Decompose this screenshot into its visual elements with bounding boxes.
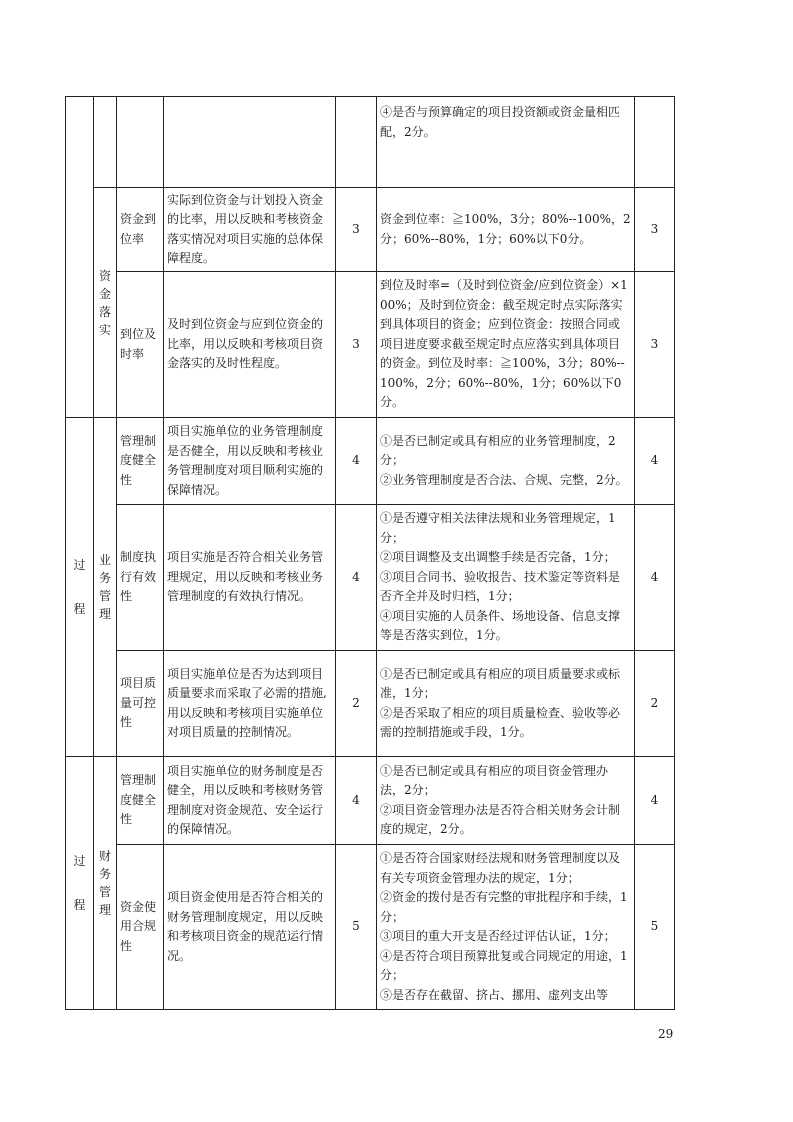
table-row	[66, 845, 675, 1010]
indicator-cell: 制度执行有效性	[117, 505, 164, 651]
description-cell: 实际到位资金与计划投入资金的比率，用以反映和考核资金落实情况对项目实施的总体保障程度。	[164, 188, 336, 272]
weight-cell: 4	[336, 418, 377, 505]
indicator-cell: 管理制度健全性	[117, 418, 164, 505]
description-cell: 项目实施单位是否为达到项目质量要求而采取了必需的措施,用以反映和考核项目实施单位对项目质量的控制情况。	[164, 651, 336, 757]
subcategory-cell-business	[94, 418, 117, 757]
subcategory-label: 资金落实	[98, 268, 111, 337]
weight-cell: 3	[336, 272, 377, 418]
weight-cell: 3	[336, 188, 377, 272]
indicator-cell: 到位及时率	[117, 272, 164, 418]
subcategory-cell-finance	[94, 757, 117, 1010]
standard-cell: ①是否已制定或具有相应的项目质量要求或标准，1分； ②是否采取了相应的项目质量检查、验收等必需的控制措施或手段，1分。	[377, 651, 635, 757]
standard-cell: 到位及时率=（及时到位资金/应到位资金）×100%；及时到位资金：截至规定时点实际落实到具体项目的资金；应到位资金：按照合同或项目进度要求截至规定时点应落实到具体项目的资金。到位及时率：≧100%，3分；80%--100%，2分；60%--80%，1分；60%以下0分。	[377, 272, 635, 418]
standard-cell: ①是否已制定或具有相应的项目资金管理办法，2分； ②项目资金管理办法是否符合相关财务会计制度的规定，2分。	[377, 757, 635, 845]
weight-cell: 2	[336, 651, 377, 757]
standard-cell: ①是否符合国家财经法规和财务管理制度以及有关专项资金管理办法的规定，1分； ②资金的拨付是否有完整的审批程序和手续，1分； ③项目的重大开支是否经过评估认证，1分； ④是否符合项目预算批复或合同规定的用途，1分； ⑤是否存在截留、挤占、挪用、虚列支出等	[377, 845, 635, 1010]
table-row	[66, 418, 675, 505]
category-label: 过程	[73, 558, 86, 616]
subcategory-cell	[94, 97, 117, 188]
indicator-cell	[117, 97, 164, 188]
table-row	[66, 505, 675, 651]
table-row	[66, 651, 675, 757]
description-cell	[164, 97, 336, 188]
weight-cell: 4	[336, 505, 377, 651]
description-cell: 项目实施是否符合相关业务管理规定，用以反映和考核业务管理制度的有效执行情况。	[164, 505, 336, 651]
score-cell: 5	[635, 845, 675, 1010]
score-cell: 4	[635, 757, 675, 845]
table-row	[66, 97, 675, 188]
standard-cell: 资金到位率：≧100%，3分；80%--100%，2分；60%--80%，1分；60%以下0分。	[377, 188, 635, 272]
weight-cell: 5	[336, 845, 377, 1010]
score-cell: 2	[635, 651, 675, 757]
subcategory-label: 业务管理	[98, 553, 111, 621]
table-row	[66, 272, 675, 418]
subcategory-label: 财务管理	[98, 849, 111, 917]
score-cell	[635, 97, 675, 188]
standard-cell: ④是否与预算确定的项目投资额或资金量相匹配，2分。	[377, 97, 635, 188]
category-cell	[66, 97, 94, 418]
score-cell: 4	[635, 505, 675, 651]
score-cell: 3	[635, 272, 675, 418]
indicator-cell: 资金到位率	[117, 188, 164, 272]
description-cell: 项目实施单位的业务管理制度是否健全，用以反映和考核业务管理制度对项目顺利实施的保障情况。	[164, 418, 336, 505]
page-number: 29	[658, 1027, 674, 1041]
weight-cell	[336, 97, 377, 188]
category-label: 过程	[73, 854, 86, 912]
category-cell-process	[66, 418, 94, 757]
table-row	[66, 757, 675, 845]
standard-cell: ①是否已制定或具有相应的业务管理制度，2分； ②业务管理制度是否合法、合规、完整，2分。	[377, 418, 635, 505]
table-row	[66, 188, 675, 272]
standard-cell: ①是否遵守相关法律法规和业务管理规定，1分； ②项目调整及支出调整手续是否完备，1分； ③项目合同书、验收报告、技术鉴定等资料是否齐全并及时归档，1分； ④项目实施的人员条件、场地设备、信息支撑等是否落实到位，1分。	[377, 505, 635, 651]
score-cell: 4	[635, 418, 675, 505]
evaluation-table	[65, 96, 675, 1010]
weight-cell: 4	[336, 757, 377, 845]
indicator-cell: 管理制度健全性	[117, 757, 164, 845]
category-cell-process	[66, 757, 94, 1010]
subcategory-cell-funds	[94, 188, 117, 418]
description-cell: 及时到位资金与应到位资金的比率，用以反映和考核项目资金落实的及时性程度。	[164, 272, 336, 418]
description-cell: 项目资金使用是否符合相关的财务管理制度规定，用以反映和考核项目资金的规范运行情况。	[164, 845, 336, 1010]
score-cell: 3	[635, 188, 675, 272]
description-cell: 项目实施单位的财务制度是否健全，用以反映和考核财务管理制度对资金规范、安全运行的保障情况。	[164, 757, 336, 845]
indicator-cell: 项目质量可控性	[117, 651, 164, 757]
indicator-cell: 资金使用合规性	[117, 845, 164, 1010]
